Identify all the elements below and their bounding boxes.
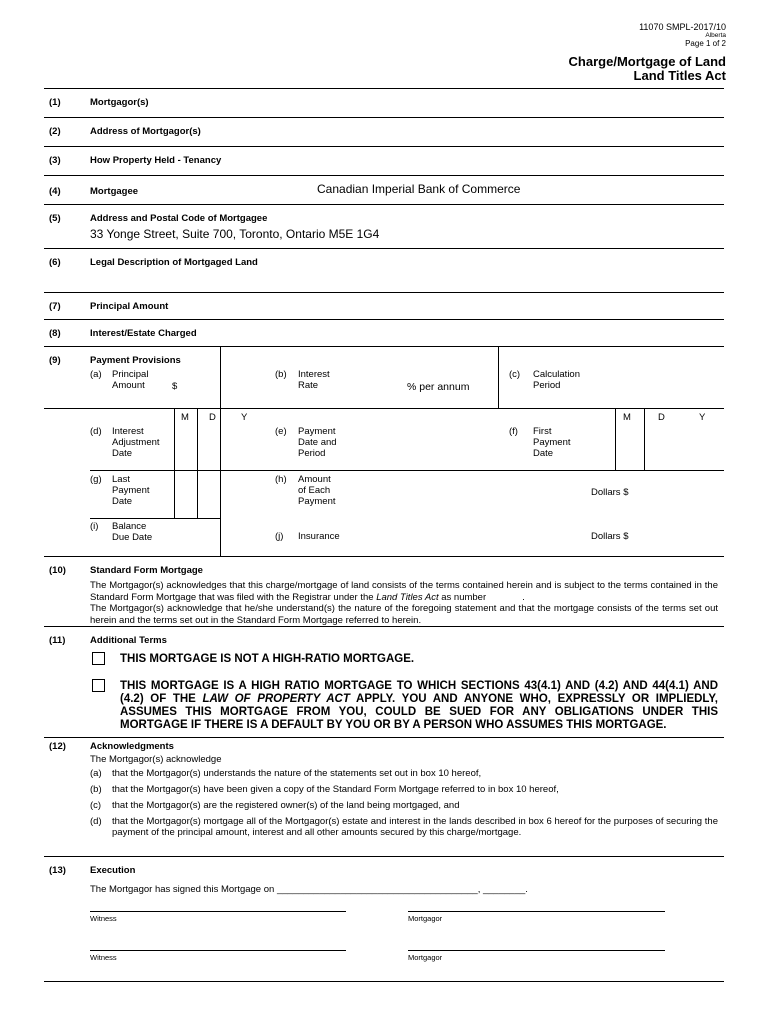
interest-unit: % per annum (407, 381, 470, 393)
field-label: Rate (298, 380, 319, 391)
year-header: Y (241, 412, 248, 423)
section-payment-provisions (44, 346, 724, 556)
section-principal-amount[interactable] (44, 292, 724, 319)
mortgagee-address-value: 33 Yonge Street, Suite 700, Toronto, Ontario M5E 1G4 (90, 227, 380, 241)
section-standard-form (44, 556, 724, 626)
not-high-ratio-text: THIS MORTGAGE IS NOT A HIGH-RATIO MORTGAGE. (120, 653, 415, 665)
ack-item: that the Mortgagor(s) have been given a copy of the Standard Form Mortgage referred to in box 10 hereof, (112, 784, 559, 795)
field-label: Date (533, 448, 554, 459)
field-label: Amount (298, 474, 331, 485)
section-number: (13) (49, 865, 66, 876)
form-code: 11070 SMPL-2017/10 (639, 22, 726, 32)
section-label: Execution (90, 865, 136, 876)
day-header: D (209, 412, 216, 423)
amount-unit: Dollars $ (591, 487, 629, 498)
section-label: Additional Terms (90, 635, 167, 646)
ack-letter: (d) (90, 816, 102, 827)
field-letter: (g) (90, 474, 102, 485)
not-high-ratio-checkbox[interactable] (92, 652, 105, 665)
mortgagor-label: Mortgagor (408, 914, 443, 923)
field-label: Calculation (533, 369, 580, 380)
field-letter: (j) (275, 531, 284, 542)
insurance-unit: Dollars $ (591, 531, 629, 542)
witness-signature-line[interactable] (90, 950, 346, 951)
year-header: Y (699, 412, 706, 423)
section-label: Mortgagor(s) (90, 97, 149, 108)
section-additional-terms (44, 626, 724, 737)
standard-form-text: The Mortgagor(s) acknowledges that this charge/mortgage of land consists of the terms contained herein and is subject to the terms contained in the Standard Form Mortgage that was filed with the Registrar under the Land Titles Act as number . The Mortgagor(s) acknowledge that he/she understand(s) the nature of the foregoing statement and that the mortgage consists of the terms set out herein and the terms set out in the Standard Form Mortgage referred to herein. (90, 580, 718, 626)
field-letter: (b) (275, 369, 287, 380)
section-number: (9) (49, 355, 61, 366)
field-label: of Each (298, 485, 331, 496)
section-number: (10) (49, 565, 66, 576)
day-header: D (658, 412, 665, 423)
field-label: Insurance (298, 531, 340, 542)
mortgage-form (44, 88, 724, 982)
ack-item: that the Mortgagor(s) are the registered owner(s) of the land being mortgaged, and (112, 800, 460, 811)
ack-letter: (a) (90, 768, 102, 779)
field-label: Balance (112, 521, 147, 532)
field-letter: (i) (90, 521, 99, 532)
month-header: M (181, 412, 189, 423)
section-label: Payment Provisions (90, 355, 181, 366)
section-number: (4) (49, 186, 61, 197)
currency-symbol: $ (172, 381, 178, 392)
form-act: Land Titles Act (633, 68, 726, 83)
ack-letter: (b) (90, 784, 102, 795)
section-label: Acknowledgments (90, 741, 174, 752)
field-letter: (h) (275, 474, 287, 485)
field-label: Principal (112, 369, 149, 380)
high-ratio-checkbox[interactable] (92, 679, 105, 692)
mortgagor-signature-line[interactable] (408, 911, 665, 912)
section-label: Address and Postal Code of Mortgagee (90, 213, 268, 224)
field-label: Period (533, 380, 561, 391)
witness-label: Witness (90, 914, 117, 923)
field-letter: (f) (509, 426, 518, 437)
field-label: Due Date (112, 532, 153, 543)
field-label: Interest (112, 426, 144, 437)
province: Alberta (705, 32, 726, 39)
field-label: Date and (298, 437, 337, 448)
section-execution (44, 856, 724, 981)
high-ratio-text: THIS MORTGAGE IS A HIGH RATIO MORTGAGE TO WHICH SECTIONS 43(4.1) AND (4.2) AND 44(4.1) AND (4.2) OF THE LAW OF PROPERTY ACT APPLY. YOU AND ANYONE WHO, EXPRESSLY OR IMPLIEDLY, ASSUMES THIS MORTGAGE FROM YOU, COULD BE SUED FOR ANY OBLIGATIONS UNDER THIS MORTGAGE IF THERE IS A DEFAULT BY YOU OR BY A PERSON WHO ASSUMES THIS MORTGAGE. (120, 680, 718, 731)
form-title: Charge/Mortgage of Land (568, 54, 726, 69)
ack-item: that the Mortgagor(s) mortgage all of the Mortgagor(s) estate and interest in the lands described in box 6 hereof for the purposes of securing the payment of the principal amount, interest and all other amounts secured by this charge/mortgage. (112, 816, 718, 838)
field-label: Date (112, 496, 133, 507)
section-number: (6) (49, 257, 61, 268)
section-number: (11) (49, 635, 66, 646)
witness-label: Witness (90, 953, 117, 962)
field-label: Payment (533, 437, 571, 448)
ack-intro: The Mortgagor(s) acknowledge (90, 754, 222, 765)
section-number: (2) (49, 126, 61, 137)
ack-letter: (c) (90, 800, 102, 811)
witness-signature-line[interactable] (90, 911, 346, 912)
field-label: First (533, 426, 552, 437)
field-label: Payment (298, 496, 336, 507)
mortgagor-signature-line[interactable] (408, 950, 665, 951)
field-label: Period (298, 448, 326, 459)
field-letter: (a) (90, 369, 102, 380)
section-label: Address of Mortgagor(s) (90, 126, 201, 137)
section-acknowledgments (44, 737, 724, 856)
section-label: How Property Held - Tenancy (90, 155, 222, 166)
section-mortgagee[interactable] (44, 175, 724, 204)
section-mortgagors[interactable] (44, 88, 724, 117)
section-number: (1) (49, 97, 61, 108)
field-label: Amount (112, 380, 145, 391)
section-label: Mortgagee (90, 186, 139, 197)
section-mortgagee-address[interactable] (44, 204, 724, 248)
field-letter: (c) (509, 369, 521, 380)
section-number: (8) (49, 328, 61, 339)
field-label: Date (112, 448, 133, 459)
month-header: M (623, 412, 631, 423)
field-label: Payment (298, 426, 336, 437)
mortgagor-label: Mortgagor (408, 953, 443, 962)
section-number: (7) (49, 301, 61, 312)
section-interest-charged[interactable] (44, 319, 724, 346)
section-number: (12) (49, 741, 66, 752)
mortgagee-value: Canadian Imperial Bank of Commerce (317, 182, 521, 196)
field-letter: (e) (275, 426, 287, 437)
field-letter: (d) (90, 426, 102, 437)
field-label: Interest (298, 369, 330, 380)
section-number: (5) (49, 213, 61, 224)
section-label: Legal Description of Mortgaged Land (90, 257, 258, 268)
execution-text: The Mortgagor has signed this Mortgage on ______________________________________, ________. (90, 884, 528, 895)
ack-item: that the Mortgagor(s) understands the nature of the statements set out in box 10 hereof, (112, 768, 482, 779)
section-label: Principal Amount (90, 301, 169, 312)
page-number: Page 1 of 2 (685, 39, 726, 48)
section-legal-description[interactable] (44, 248, 724, 292)
section-mortgagor-address[interactable] (44, 117, 724, 146)
section-label: Standard Form Mortgage (90, 565, 203, 576)
field-label: Last (112, 474, 130, 485)
section-label: Interest/Estate Charged (90, 328, 197, 339)
field-label: Adjustment (112, 437, 160, 448)
section-number: (3) (49, 155, 61, 166)
field-label: Payment (112, 485, 150, 496)
section-tenancy[interactable] (44, 146, 724, 175)
